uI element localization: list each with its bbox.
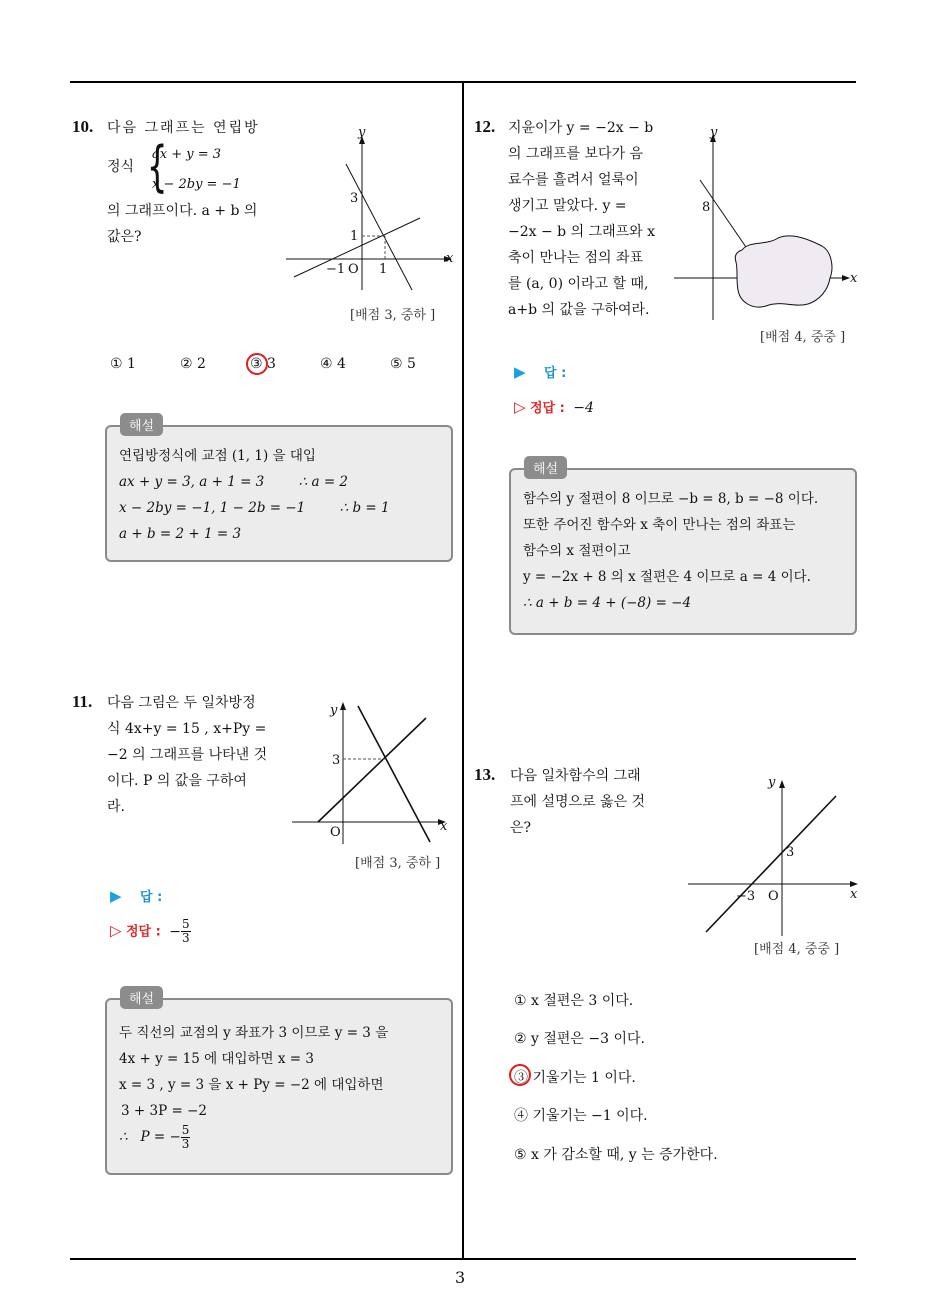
q12-x-label: x xyxy=(850,271,858,286)
q12-text-7: 를 (a, 0) 이라고 할 때, xyxy=(508,276,649,292)
q10-choice-5[interactable]: ⑤ 5 xyxy=(390,356,416,372)
q11-correct-den: 3 xyxy=(182,931,190,945)
q10-answer-mark xyxy=(246,353,268,375)
q13-y-label: y xyxy=(768,775,776,790)
q10-text-4: 값은? xyxy=(107,229,142,245)
q12-graph xyxy=(670,122,860,322)
q10-choice-1[interactable]: ① 1 xyxy=(110,356,136,372)
q12-text-6: 축이 만나는 점의 좌표 xyxy=(508,250,644,266)
q10-sol-line-2: ax + y = 3, a + 1 = 3 ∴ a = 2 xyxy=(119,474,349,490)
q12-correct-value: −4 xyxy=(573,400,594,416)
q13-answer-mark xyxy=(509,1064,531,1086)
q12-text-3: 료수를 흘려서 얼룩이 xyxy=(508,172,639,188)
page-number: 3 xyxy=(455,1268,466,1287)
q12-correct-arrow-icon: ▷ xyxy=(514,398,526,416)
q10-choice-3[interactable]: ③ 3 xyxy=(250,356,276,372)
q11-graph xyxy=(288,696,458,846)
q12-score: [배점 4, 중중 ] xyxy=(760,330,846,345)
q12-solution-box xyxy=(509,468,857,635)
q12-stain xyxy=(735,236,832,307)
q13-text-1: 다음 일차함수의 그래 xyxy=(510,768,641,784)
q12-sol-line-5: ∴ a + b = 4 + (−8) = −4 xyxy=(523,595,692,611)
q12-line xyxy=(700,180,748,250)
q13-x-label: x xyxy=(850,887,858,902)
q11-solution-tag: 해설 xyxy=(120,986,163,1009)
q10-tick-1x: 1 xyxy=(379,262,388,277)
q11-text-3: −2 의 그래프를 나타낸 것 xyxy=(107,747,268,763)
q10-tick-m1: −1 xyxy=(326,262,346,277)
q12-text-2: 의 그래프를 보다가 음 xyxy=(508,146,644,162)
q12-y-label: y xyxy=(710,125,718,140)
q13-choice-2[interactable]: ② y 절편은 −3 이다. xyxy=(514,1031,645,1047)
q11-tick-3: 3 xyxy=(332,753,341,768)
q10-equation-1: ax + y = 3 xyxy=(152,147,222,162)
q12-text-4: 생기고 말았다. y = xyxy=(508,198,627,214)
q12-x-arrow xyxy=(842,275,850,281)
q12-correct-row xyxy=(514,397,594,416)
q11-text-2: 식 4x+y = 15 , x+Py = xyxy=(107,721,267,737)
q10-x-label: x xyxy=(446,251,454,266)
q13-tick-m3: −3 xyxy=(736,889,756,904)
q12-answer-arrow-icon: ▶ xyxy=(514,363,526,381)
q12-text-5: −2x − b 의 그래프와 x xyxy=(508,224,655,240)
q10-text-1: 다음 그래프는 연립방 xyxy=(107,120,260,136)
q13-origin: O xyxy=(768,889,779,904)
q13-text-3: 은? xyxy=(510,820,532,836)
q11-correct-label: 정답 : xyxy=(126,924,161,940)
q12-number: 12. xyxy=(474,117,496,136)
q11-answer-arrow-icon: ▶ xyxy=(110,887,122,905)
q13-y-arrow xyxy=(779,780,785,788)
q13-score: [배점 4, 중중 ] xyxy=(754,942,840,957)
q10-equation-2: x − 2by = −1 xyxy=(152,177,241,192)
q10-sol-line-3: x − 2by = −1, 1 − 2b = −1 ∴ b = 1 xyxy=(119,500,390,516)
q11-text-4: 이다. P 의 값을 구하여 xyxy=(107,773,247,789)
q11-correct-sign: − xyxy=(169,923,182,940)
q11-correct-num: 5 xyxy=(182,917,190,931)
q10-number: 10. xyxy=(72,117,94,136)
q11-y-arrow xyxy=(340,702,346,710)
q10-score: [배점 3, 중하 ] xyxy=(350,308,436,323)
q10-tick-1y: 1 xyxy=(350,229,359,244)
q10-sol-line-4: a + b = 2 + 1 = 3 xyxy=(119,526,242,542)
q10-choice-2[interactable]: ② 2 xyxy=(180,356,206,372)
q11-sol-num: 5 xyxy=(181,1123,190,1137)
q12-answer-label: 답 : xyxy=(544,366,567,381)
q12-answer-row xyxy=(514,362,566,381)
q10-text-2: 정식 xyxy=(107,159,135,175)
q11-sol-last-prefix: ∴ P = − xyxy=(119,1129,181,1145)
q11-sol-line-2: 4x + y = 15 에 대입하면 x = 3 xyxy=(119,1051,314,1067)
q12-sol-line-4: y = −2x + 8 의 x 절편은 4 이므로 a = 4 이다. xyxy=(523,569,811,585)
q10-graph xyxy=(282,122,462,292)
bottom-rule xyxy=(70,1258,856,1260)
q12-sol-line-1: 함수의 y 절편이 8 이므로 −b = 8, b = −8 이다. xyxy=(523,491,819,507)
q11-origin: O xyxy=(330,825,341,840)
q12-tick-8: 8 xyxy=(702,200,711,215)
q11-sol-line-4: 3 + 3P = −2 xyxy=(121,1103,207,1119)
q12-correct-label: 정답 : xyxy=(530,401,565,416)
q10-text-3: 의 그래프이다. a + b 의 xyxy=(107,203,258,219)
q11-sol-fraction xyxy=(181,1124,191,1151)
q10-brace: { xyxy=(146,135,168,198)
q10-y-label: y xyxy=(358,125,366,140)
q11-sol-den: 3 xyxy=(181,1137,190,1151)
q13-choice-1[interactable]: ① x 절편은 3 이다. xyxy=(514,993,634,1009)
q13-tick-3: 3 xyxy=(786,845,795,860)
q11-number: 11. xyxy=(72,692,93,711)
q10-origin: O xyxy=(348,262,359,277)
q13-graph xyxy=(686,770,862,940)
column-divider xyxy=(462,83,464,1260)
q11-answer-row xyxy=(110,886,162,905)
q11-text-1: 다음 그림은 두 일차방정 xyxy=(107,695,256,711)
q10-tick-3: 3 xyxy=(350,191,359,206)
q11-correct-fraction xyxy=(181,918,191,945)
q11-text-5: 라. xyxy=(107,799,125,815)
q12-text-8: a+b 의 값을 구하여라. xyxy=(508,302,650,318)
q12-sol-line-3: 함수의 x 절편이고 xyxy=(523,543,631,559)
q13-number: 13. xyxy=(474,765,496,784)
q13-choice-3[interactable]: ③ 기울기는 1 이다. xyxy=(514,1070,636,1086)
q13-line xyxy=(706,796,836,932)
q11-answer-label: 답 : xyxy=(140,890,163,905)
q13-choice-4[interactable]: ④ 기울기는 −1 이다. xyxy=(514,1108,648,1124)
q11-y-label: y xyxy=(330,703,338,718)
q11-sol-line-3: x = 3 , y = 3 을 x + Py = −2 에 대입하면 xyxy=(119,1077,384,1093)
q11-sol-line-5 xyxy=(119,1124,190,1151)
q10-sol-line-1: 연립방정식에 교점 (1, 1) 을 대입 xyxy=(119,448,316,464)
q11-solution-box xyxy=(105,998,453,1175)
q11-score: [배점 3, 중하 ] xyxy=(355,856,441,871)
q11-sol-line-1: 두 직선의 교점의 y 좌표가 3 이므로 y = 3 을 xyxy=(119,1025,389,1041)
q11-x-label: x xyxy=(440,819,448,834)
q12-solution-tag: 해설 xyxy=(524,456,567,479)
q13-text-2: 프에 설명으로 옳은 것 xyxy=(510,794,646,810)
q11-correct-arrow-icon: ▷ xyxy=(110,921,122,940)
q10-solution-tag: 해설 xyxy=(120,413,163,436)
q12-sol-line-2: 또한 주어진 함수와 x 축이 만나는 점의 좌표는 xyxy=(523,517,796,533)
q12-text-1: 지윤이가 y = −2x − b xyxy=(508,120,654,136)
q10-choice-4[interactable]: ④ 4 xyxy=(320,356,346,372)
q13-choice-5[interactable]: ⑤ x 가 감소할 때, y 는 증가한다. xyxy=(514,1147,718,1163)
q10-solution-box xyxy=(105,425,453,562)
q11-correct-row xyxy=(110,918,191,945)
